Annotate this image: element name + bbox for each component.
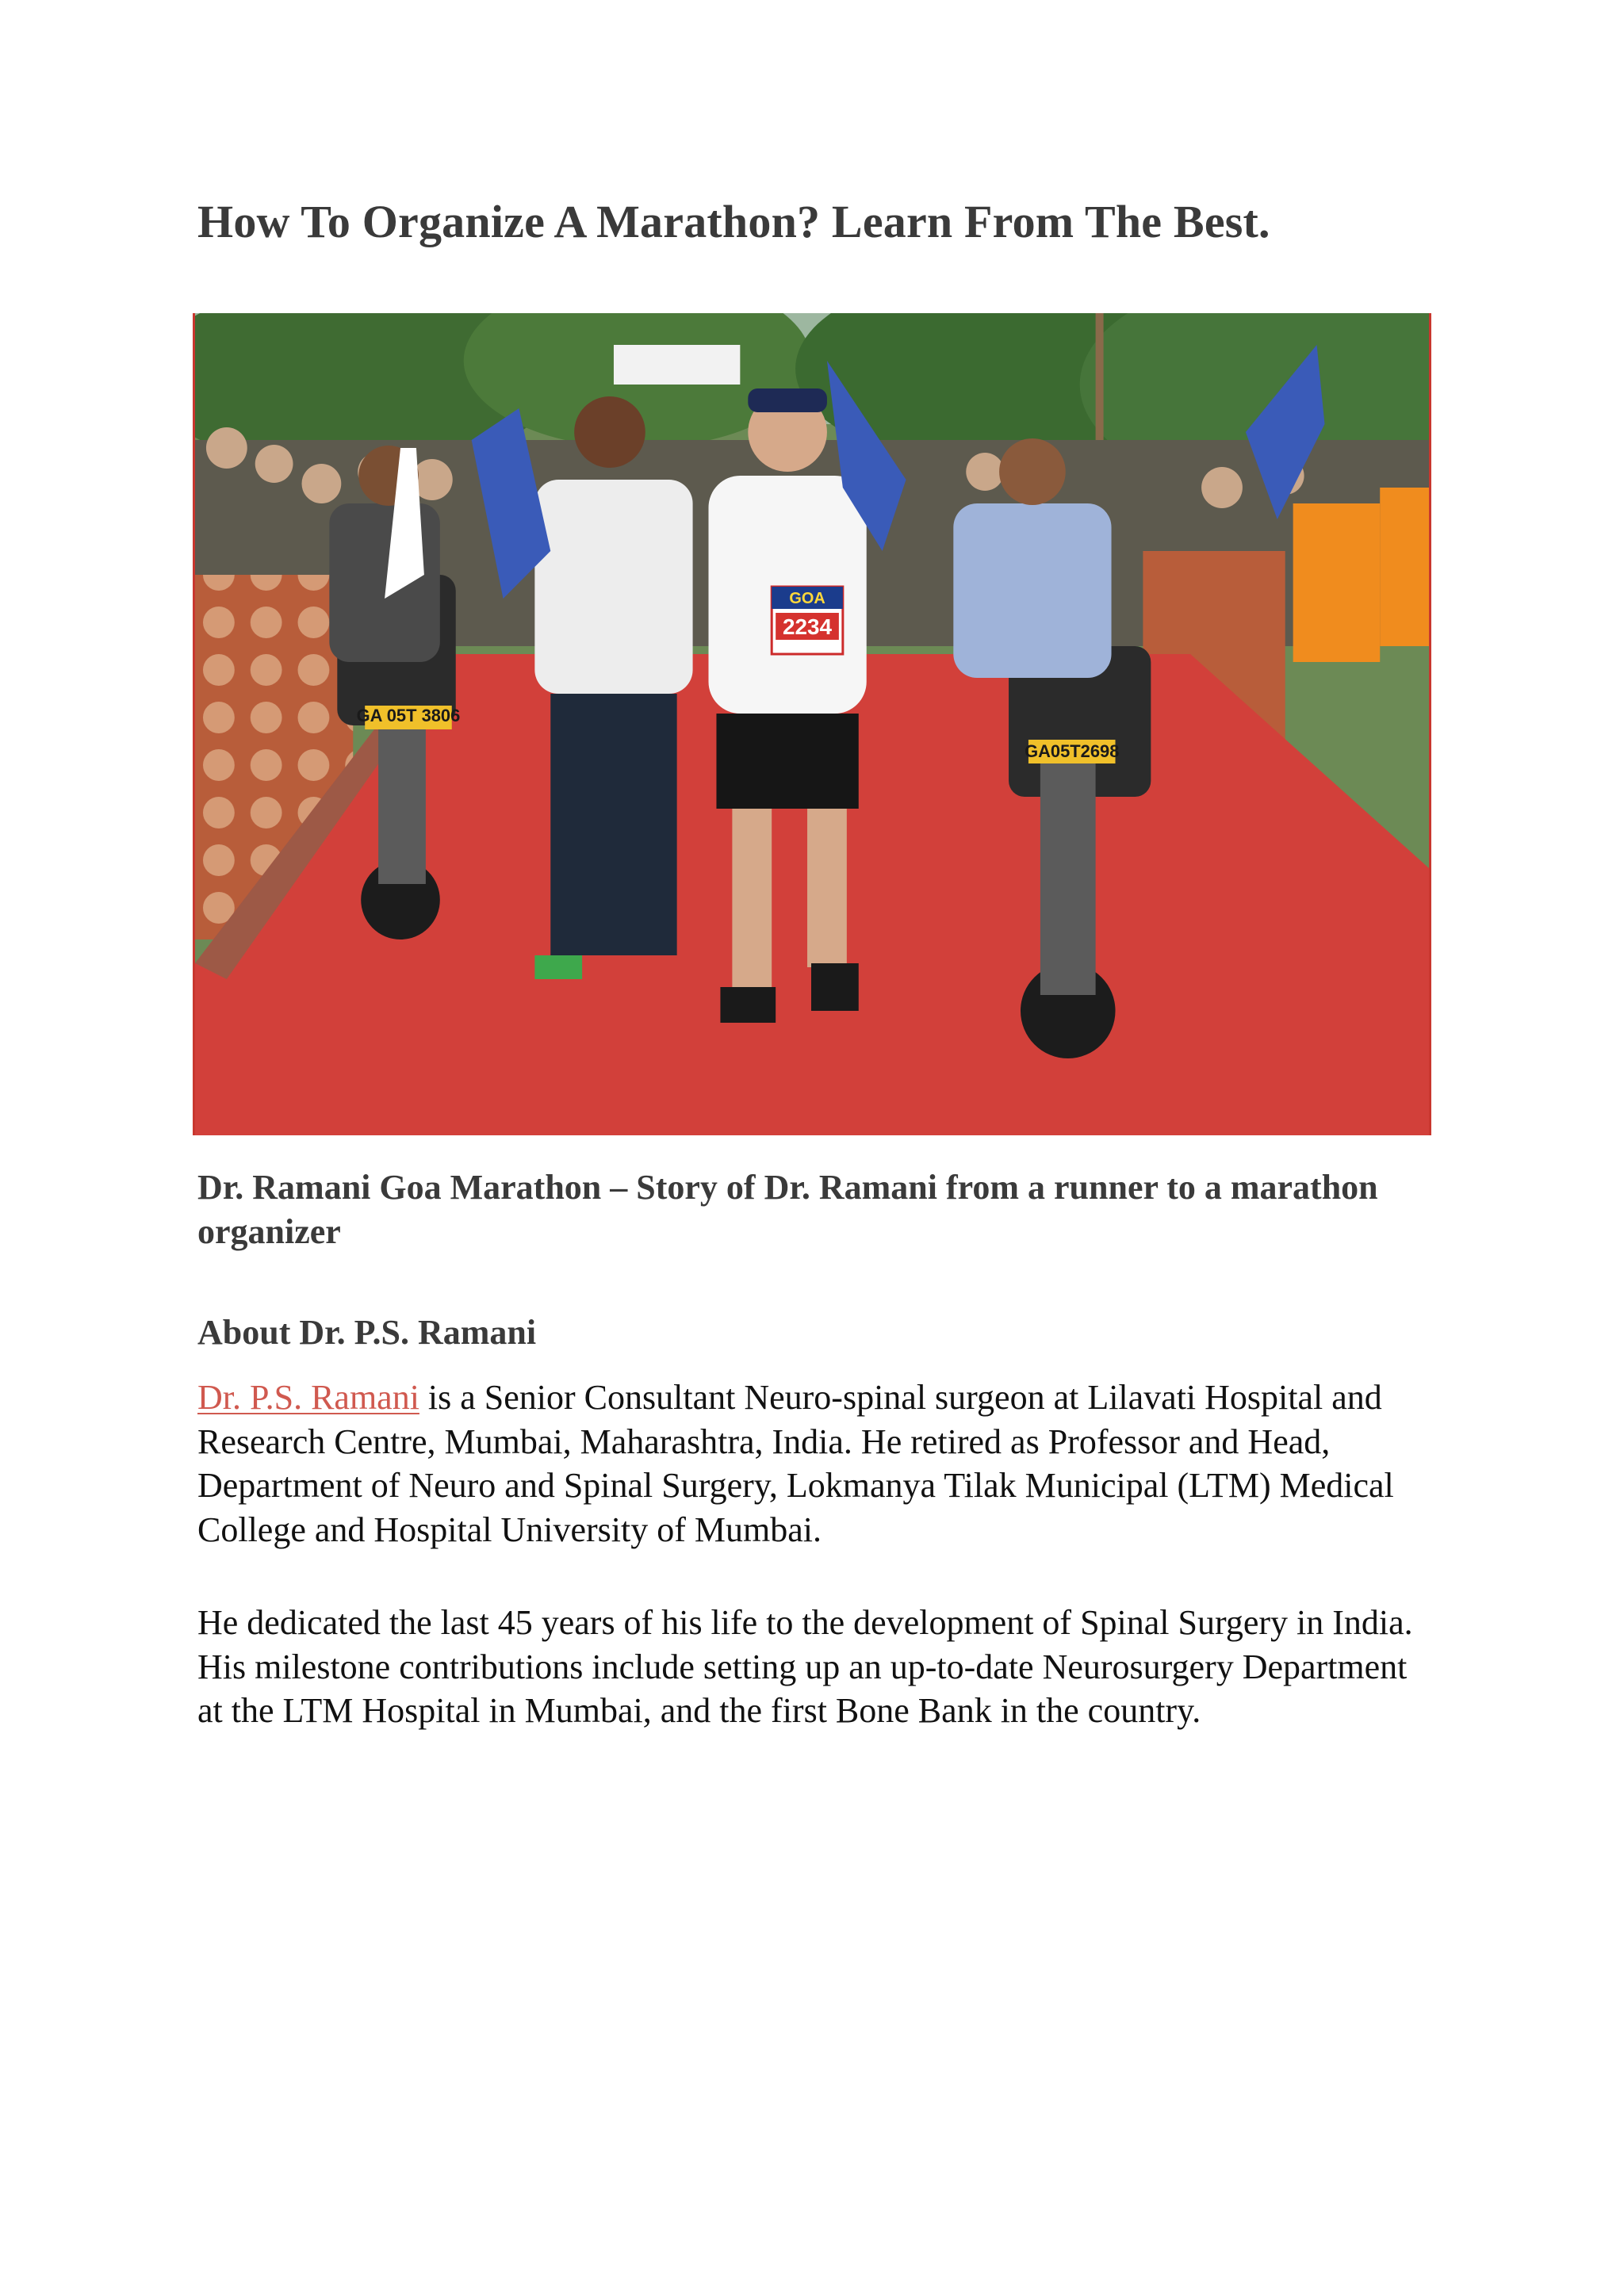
left-license-plate: GA 05T 3806 bbox=[356, 705, 461, 726]
bib-event-label: GOA bbox=[789, 589, 825, 608]
marathon-photo bbox=[193, 313, 1431, 1135]
right-license-plate: GA05T2698 bbox=[1025, 740, 1120, 762]
ramani-profile-link[interactable]: Dr. P.S. Ramani bbox=[197, 1378, 419, 1417]
photo-caption: Dr. Ramani Goa Marathon – Story of Dr. Ramani from a runner to a marathon organizer bbox=[197, 1168, 1378, 1251]
about-paragraph-2: He dedicated the last 45 years of his life to the development of Spinal Surgery in India. His milestone contributions include setting up an up-to-date Neurosurgery Department at the LTM Hospital in Mumbai, and the first Bone Bank in the country. bbox=[197, 1603, 1413, 1730]
section-heading-about: About Dr. P.S. Ramani bbox=[197, 1313, 537, 1352]
bib-number: 2234 bbox=[783, 614, 833, 640]
about-paragraph-1-text: is a Senior Consultant Neuro-spinal surgeon at Lilavati Hospital and Research Centre, Mumbai, Maharashtra, India. He retired as Professor and Head, Department of Neuro and Spinal Surgery, Lokmanya Tilak Municipal (LTM) Medical College and Hospital University of Mumbai. bbox=[197, 1378, 1394, 1549]
article-title: How To Organize A Marathon? Learn From The Best. bbox=[197, 196, 1270, 247]
marathon-photo-illustration bbox=[195, 313, 1429, 1135]
about-paragraph-1 bbox=[197, 1376, 1434, 1552]
